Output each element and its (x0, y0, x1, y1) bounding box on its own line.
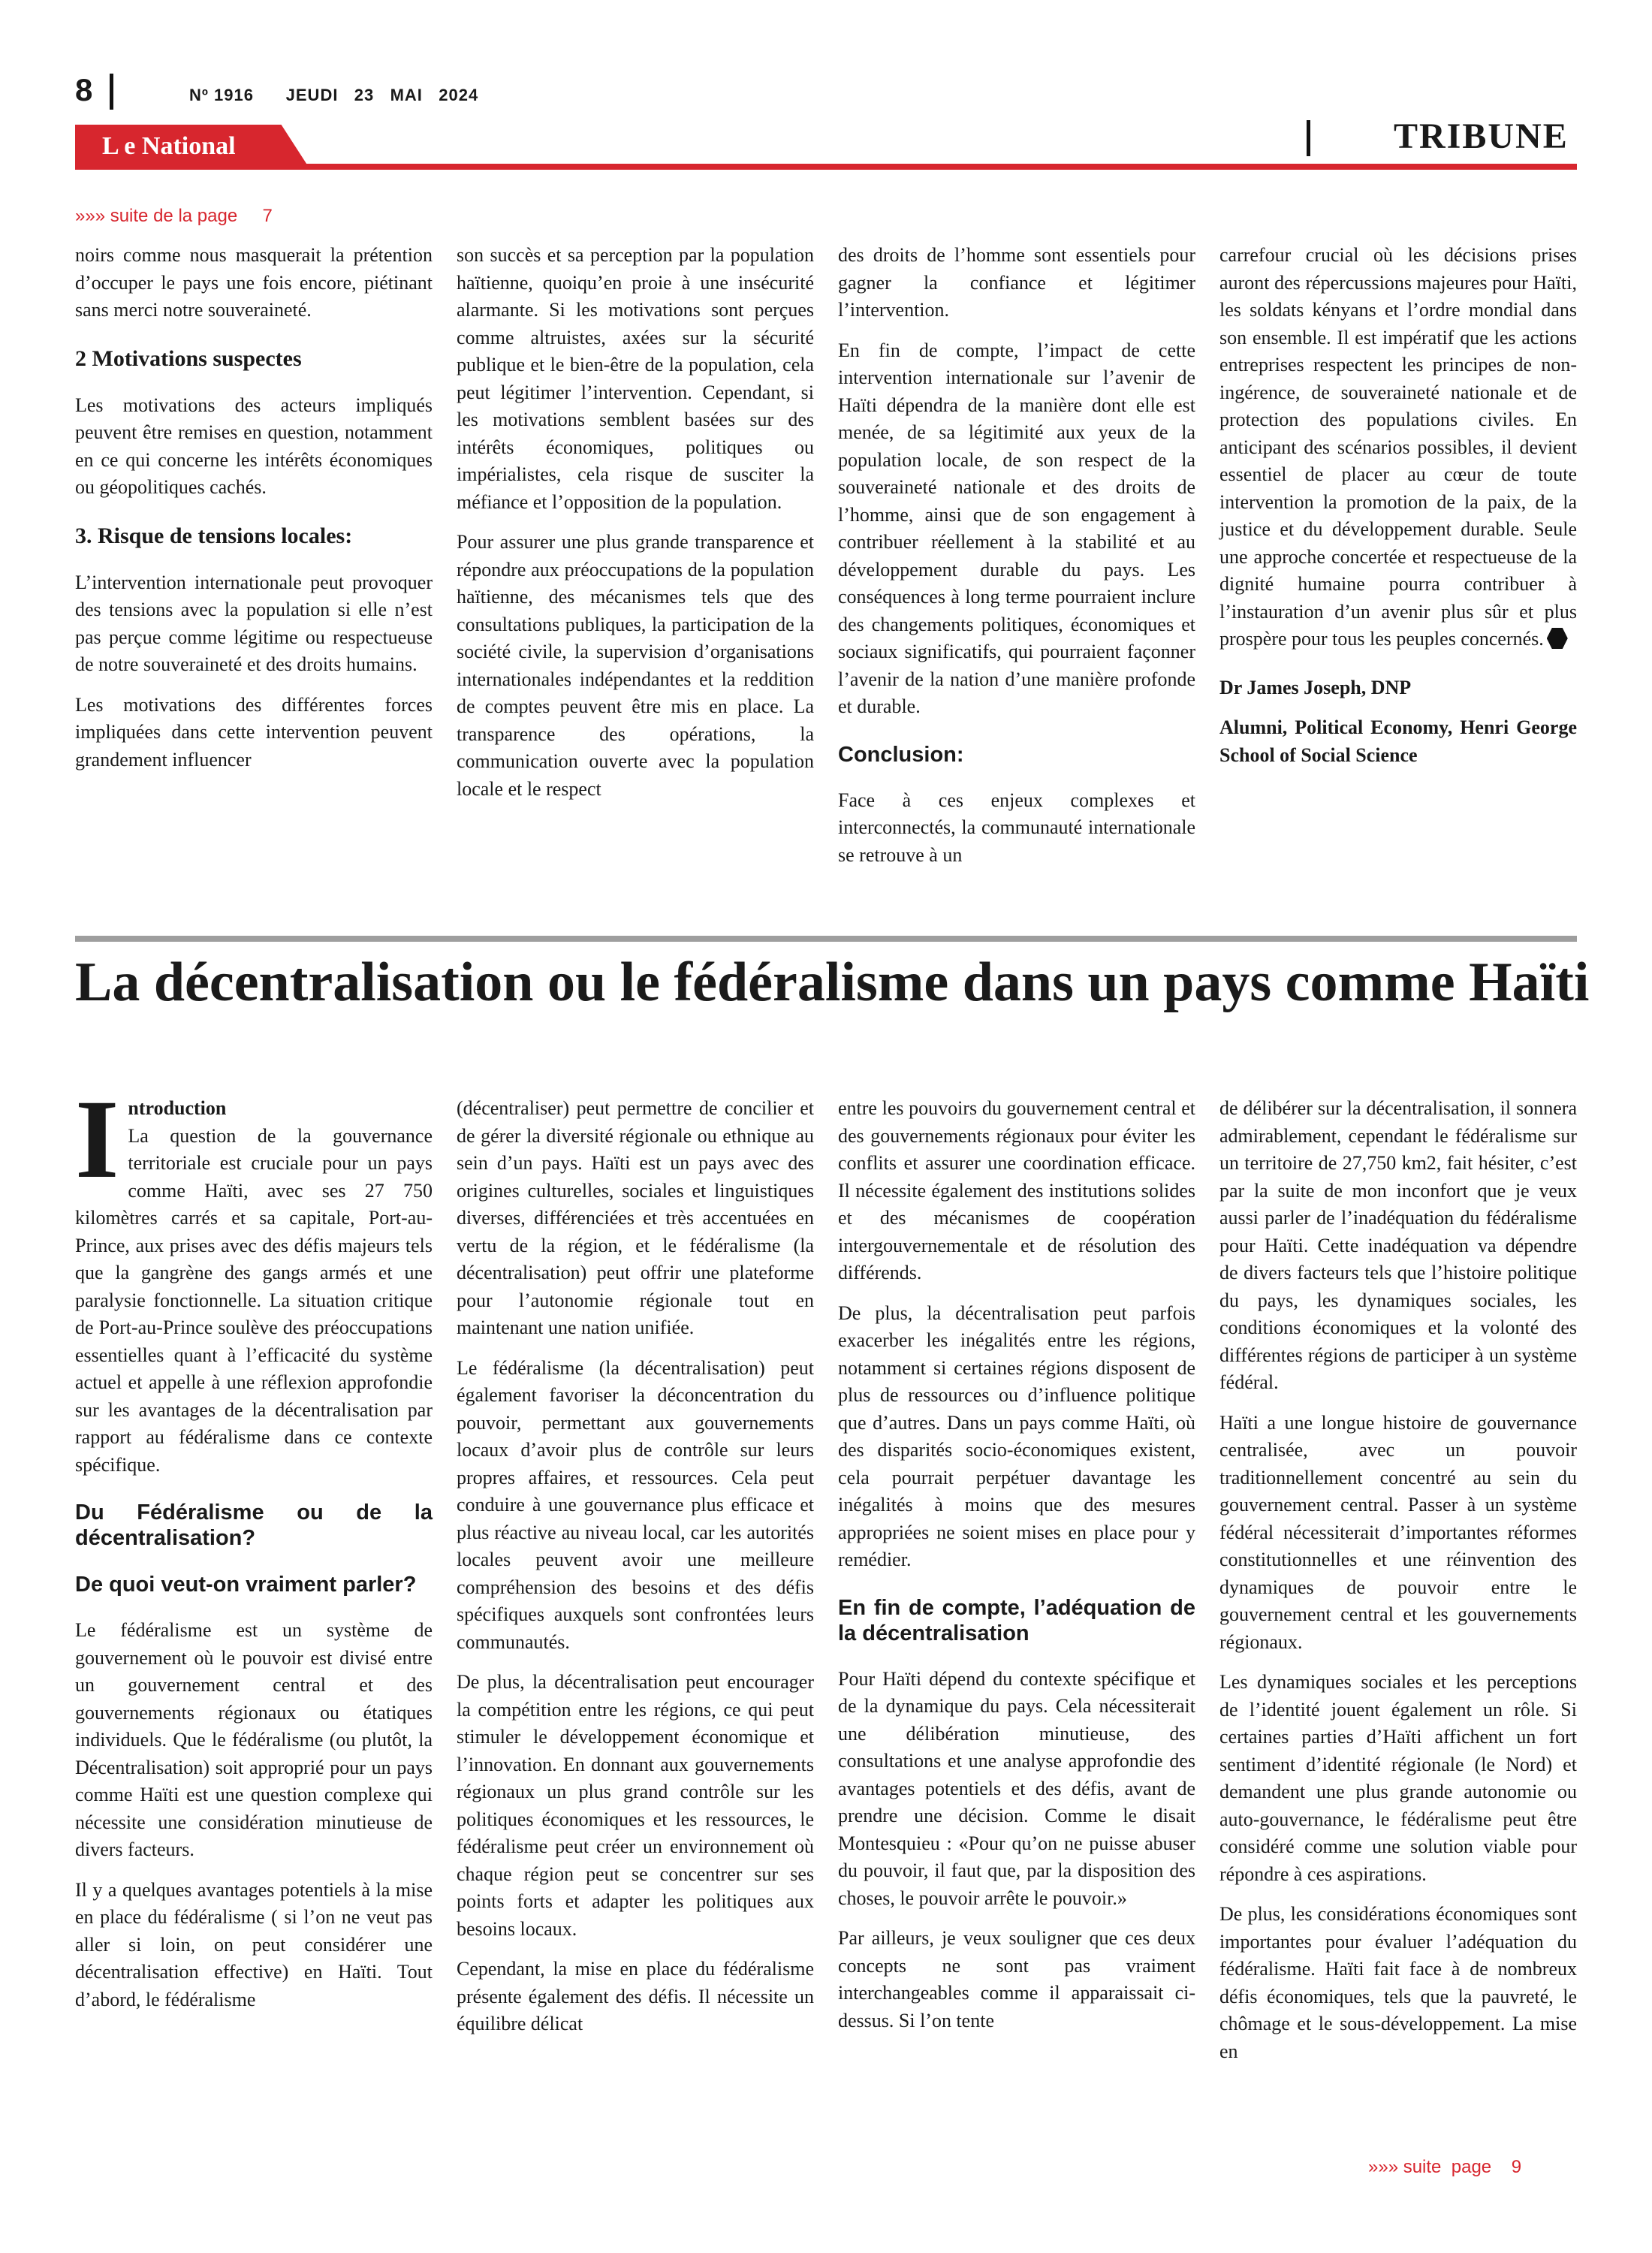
paragraph: L’intervention internationale peut provoquer des tensions avec la population si elle n’est pas perçue comme légitime ou respectueuse de notre souveraineté et des droits humains. (75, 571, 433, 675)
paragraph: Les dynamiques sociales et les perceptions de l’identité jouent également un rôle. Si certaines parties d’Haïti affichent un fort sentiment d’identité régionale (le Nord) et demandent une plus grande autonomie ou auto-gouvernance, le fédéralisme peut être considéré comme une solution viable pour répondre à ces aspirations. (1219, 1671, 1577, 1885)
intro-paragraph (75, 1077, 433, 1479)
paragraph: Par ailleurs, je veux souligner que ces deux concepts ne sont pas vraiment interchangeables comme il apparaissait ci-dessus. Si l’on tente (838, 1927, 1195, 2031)
newspaper-logo: L e National (102, 132, 236, 160)
paragraph: De plus, les considérations économiques sont importantes pour évaluer l’adéquation du fédéralisme. Haïti fait face à de nombreux défis économiques, tels que la pauvreté, le chômage et le sous-développement. La mise en (1219, 1903, 1577, 2062)
paragraph: Les motivations des différentes forces impliquées dans cette intervention peuvent grandement influencer (75, 693, 433, 771)
main-article-column-4 (1219, 1095, 1577, 2078)
subheading: Du Fédéralisme ou de la décentralisation? (75, 1500, 433, 1550)
paragraph (1219, 242, 1577, 653)
paragraph: En fin de compte, l’impact de cette intervention internationale sur l’avenir de Haïti dépendra de la manière dont elle est menée, de sa légitimité aux yeux de la population locale, de son respect de la souveraineté nationale et des droits de l’homme, ainsi que de son engagement à contribuer réellement à la stabilité et au développement durable du pays. Les conséquences à long terme pourraient inclure des changements politiques, économiques et sociaux significatifs, qui pourraient façonner l’avenir de la nation d’une manière profonde et durable. (838, 339, 1195, 717)
continued-to-link[interactable]: »»» suite page 9 (1368, 2157, 1522, 2177)
paragraph: Les motivations des acteurs impliqués peuvent être remises en question, notamment en ce qui concerne les intérêts économiques ou géopolitiques cachés. (75, 394, 433, 498)
page-number-divider (110, 74, 113, 110)
paragraph: Haïti a une longue histoire de gouvernance centralisée, avec un pouvoir traditionnellement concentré au sein du gouvernement central. Passer à un système fédéral nécessiterait d’importantes réformes constitutionnelles et une réinvention des dynamiques de pouvoir entre le gouvernement central et les gouvernements régionaux. (1219, 1411, 1577, 1653)
main-article-column-2 (457, 1095, 814, 2051)
paragraph: entre les pouvoirs du gouvernement central et des gouvernements régionaux pour éviter les conflits et assurer une coordination efficace. Il nécessite également des institutions solides et des mécanismes de coopération intergouvernementale et de résolution des différends. (838, 1097, 1195, 1283)
paragraph: Face à ces enjeux complexes et interconnectés, la communauté internationale se retrouve à un (838, 789, 1195, 866)
paragraph: Il y a quelques avantages potentiels à la mise en place du fédéralisme ( si l’on ne veut pas aller si loin, on peut considérer une décentralisation effective) en Haïti. Tout d’abord, le fédéralisme (75, 1878, 433, 2010)
article-headline: La décentralisation ou le fédéralisme dans un pays comme Haïti (75, 952, 1590, 1013)
intro-title: ntroduction (128, 1097, 227, 1119)
top-article-column-4 (1219, 242, 1577, 782)
author-name: Dr James Joseph, DNP (1219, 676, 1412, 698)
top-article-column-3 (838, 242, 1195, 882)
author-affiliation: Alumni, Political Economy, Henri George School of Social Science (1219, 716, 1577, 766)
paragraph: De plus, la décentralisation peut encourager la compétition entre les régions, ce qui peut stimuler le développement économique et l’innovation. En donnant aux gouvernements régionaux un plus grand contrôle sur les politiques économiques et les ressources, le fédéralisme peut créer un environnement où chaque région peut se concentrer sur ses points forts et adapter les politiques aux besoins locaux. (457, 1671, 814, 1940)
subheading: 2 Motivations suspectes (75, 345, 302, 371)
section-divider (1307, 120, 1310, 156)
article-divider (75, 936, 1577, 942)
subheading: En fin de compte, l’adéquation de la décentralisation (838, 1595, 1195, 1645)
main-article-column-3 (838, 1095, 1195, 2047)
paragraph: Cependant, la mise en place du fédéralisme présente également des défis. Il nécessite un équilibre délicat (457, 1958, 814, 2034)
paragraph: son succès et sa perception par la population haïtienne, quoiqu’en proie à une insécurité alarmante. Si les motivations sont perçues comme altruistes, axées sur la sécurité publique et le bien-être de la population, cela peut légitimer l’intervention. Cependant, si les motivations semblent basées sur des intérêts économiques, politiques ou impérialistes, cela risque de susciter la méfiance et l’opposition de la population. (457, 244, 814, 513)
page-number: 8 (75, 72, 93, 107)
drop-cap: I (75, 1077, 119, 1202)
paragraph: (décentraliser) peut permettre de concilier et de gérer la diversité régionale ou ethnique au sein d’un pays. Haïti est un pays avec des origines culturelles, sociales et linguistiques diverses, différenciées et très accentuées en vertu de la région, et le fédéralisme (la décentralisation) peut offrir une plateforme pour l’autonomie régionale tout en maintenant une nation unifiée. (457, 1097, 814, 1338)
top-article-column-1 (75, 242, 433, 786)
end-of-article-icon (1547, 628, 1568, 649)
header-rule (75, 164, 1577, 170)
paragraph: Pour assurer une plus grande transparence et répondre aux préoccupations de la population haïtienne, des mécanismes tels que des consultations publiques, la participation de la société civile, la supervision d’organisations internationales indépendantes et la reddition de comptes peuvent être mis en place. La transparence des opérations, la communication ouverte avec la population locale et le respect (457, 531, 814, 800)
paragraph: Le fédéralisme (la décentralisation) peut également favoriser la déconcentration du pouvoir, permettant aux gouvernements locaux d’avoir plus de contrôle sur leurs propres affaires, et ressources. Cela peut conduire à une gouvernance plus efficace et plus réactive au niveau local, car les autorités locales peuvent avoir une meilleure compréhension des besoins et des défis spécifiques auxquels sont confrontées leurs communautés. (457, 1356, 814, 1653)
paragraph: des droits de l’homme sont essentiels pour gagner la confiance et légitimer l’intervention. (838, 244, 1195, 321)
subheading: Conclusion: (838, 742, 964, 767)
section-title: TRIBUNE (1394, 116, 1569, 156)
subheading: De quoi veut-on vraiment parler? (75, 1573, 417, 1597)
paragraph-text: La question de la gouvernance territoriale est cruciale pour un pays comme Haïti, avec ses 27 750 kilomètres carrés et sa capitale, Port-au-Prince, aux prises avec des défis majeurs tels que la gangrène des gangs armés et une paralysie fonctionnelle. La situation critique de Port-au-Prince soulève des préoccupations essentielles quant à l’efficacité du système actuel et appelle à une réflexion approfondie sur les avantages de la décentralisation par rapport au fédéralisme dans ce contexte spécifique. (75, 1124, 433, 1476)
paragraph-text: carrefour crucial où les décisions prises auront des répercussions majeures pour Haïti, les soldats kényans et l’ordre mondial dans son ensemble. Il est impératif que les actions entreprises respectent les principes de non-ingérence, de souveraineté nationale et de protection des populations civiles. En anticipant des scénarios possibles, il devient essentiel de placer au cœur de toute intervention la promotion de la paix, de la justice et du développement durable. Seule une approche concertée et respectueuse de la dignité humaine pourra contribuer à l’instauration d’un avenir plus sûr et plus prospère pour tous les peuples concernés. (1219, 244, 1577, 650)
continued-from-label: »»» suite de la page 7 (75, 206, 273, 226)
paragraph: de délibérer sur la décentralisation, il sonnera admirablement, cependant le fédéralisme sur un territoire de 27,750 km2, fait hésiter, c’est par la suite de mon inconfort que je veux aussi parler de l’inadéquation du fédéralisme pour Haïti. Cette inadéquation va dépendre de divers facteurs tels que l’histoire politique du pays, les dynamiques sociales, les conditions économiques et la volonté des différentes régions de participer à un système fédéral. (1219, 1097, 1577, 1393)
top-article-column-2 (457, 242, 814, 816)
paragraph: noirs comme nous masquerait la prétention d’occuper le pays une fois encore, piétinant sans merci notre souveraineté. (75, 244, 433, 321)
paragraph: Pour Haïti dépend du contexte spécifique et de la dynamique du pays. Cela nécessiterait une délibération minutieuse, des consultations et une analyse approfondie des avantages potentiels et des défis, avant de prendre une décision. Comme le disait Montesquieu : «Pour qu’on ne puisse abuser du pouvoir, il faut que, par la disposition des choses, le pouvoir arrête le pouvoir.» (838, 1667, 1195, 1909)
subheading: 3. Risque de tensions locales: (75, 523, 353, 548)
main-article-column-1 (75, 1077, 433, 2026)
paragraph: De plus, la décentralisation peut parfois exacerber les inégalités entre les régions, notamment si certaines régions disposent de plus de ressources ou d’influence politique que d’autres. Dans un pays comme Haïti, où des disparités socio-économiques existent, cela pourrait perpétuer davantage les inégalités à moins que des mesures appropriées ne soient mises en place pour y remédier. (838, 1301, 1195, 1570)
issue-date-line: Nº 1916 JEUDI 23 MAI 2024 (189, 86, 479, 104)
paragraph: Le fédéralisme est un système de gouvernement où le pouvoir est divisé entre un gouvernement central et des gouvernements régionaux ou étatiques individuels. Que le fédéralisme (ou plutôt, la Décentralisation) soit approprié pour un pays comme Haïti est une question complexe qui nécessite une considération minutieuse de divers facteurs. (75, 1619, 433, 1860)
